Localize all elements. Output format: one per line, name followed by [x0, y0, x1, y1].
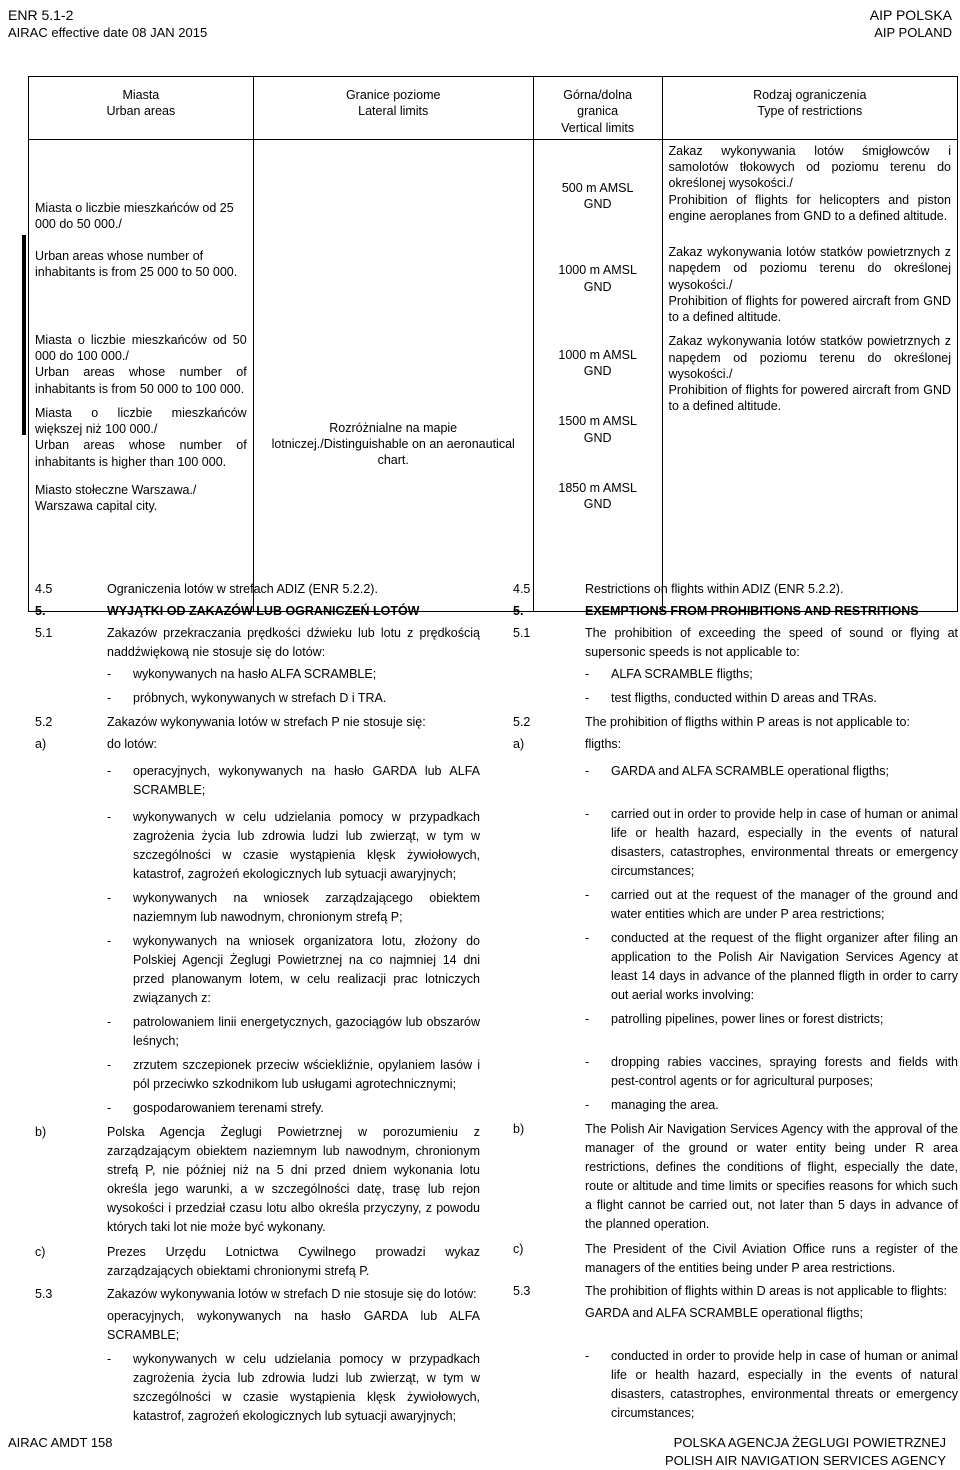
item-a — [513, 735, 958, 754]
urban-row-3-pl: Miasta o liczbie mieszkańców większej niż 100 000./ — [35, 405, 247, 436]
vertical-lower-3: GND — [583, 364, 612, 378]
list-item: - zrzutem szczepionek przeciw wściekliźnie, opylaniem lasów i pól przeciwko szkodnikom lub usługami agrotechnicznymi; — [107, 1058, 480, 1091]
urban-row-2-pl: Miasta o liczbie mieszkańców od 50 000 do 100 000./ — [35, 332, 247, 363]
change-bar — [22, 235, 26, 435]
page-footer-right — [665, 1434, 946, 1470]
restriction-1-en: Prohibition of flights for helicopters and piston engine aeroplanes from GND to a defined altitude. — [668, 192, 951, 223]
section-text: The prohibition of flights within D areas is not applicable to flights: — [585, 1284, 947, 1298]
list-item-text: ALFA SCRAMBLE fligths; — [611, 667, 753, 681]
section-number: 5.2 — [513, 715, 531, 729]
vertical-upper-4: 1500 m AMSL — [558, 414, 637, 429]
list-item: - ALFA SCRAMBLE fligths; — [585, 667, 753, 681]
item-b — [35, 1123, 480, 1237]
agency-name-en: POLISH AIR NAVIGATION SERVICES AGENCY — [664, 1453, 946, 1468]
item-c — [513, 1240, 958, 1278]
section-number: 4.5 — [35, 582, 53, 596]
list-item: - wykonywanych w celu udzielania pomocy w przypadkach zagrożenia życia lub zdrowia ludzi lub zwierząt, w tym w szczególności w czasie wystąpienia klęsk żywiołowych, katastrof, zagrożeń ekologicznych lub sytuacji awaryjnych; — [107, 810, 480, 881]
header-text: Granice poziome Lateral limits — [345, 88, 441, 119]
restriction-1-pl: Zakaz wykonywania lotów śmigłowców i samolotów tłokowych od poziomu terenu do określonej wysokości./ — [668, 143, 951, 191]
section-text: Zakazów wykonywania lotów w strefach P nie stosuje się: — [107, 715, 426, 729]
document-title-pl: AIP POLSKA — [869, 7, 952, 23]
vertical-upper-1: 500 m AMSL — [561, 180, 634, 195]
agency-name-pl: POLSKA AGENCJA ŻEGLUGI POWIETRZNEJ — [673, 1435, 946, 1450]
section-5-2 — [513, 713, 958, 732]
list-item-text: conducted in order to provide help in case of human or animal life or health hazard, especially in the events of natural disasters, catastrophes, environmental threats or emergency circumstances; — [611, 1349, 958, 1420]
vertical-lower-1: GND — [583, 197, 612, 211]
list-item: - carried out at the request of the manager of the ground and water entities which are under P area restrictions; — [585, 888, 958, 921]
urban-row-4-pl: Miasto stołeczne Warszawa./ — [35, 482, 197, 497]
list-item-text: wykonywanych w celu udzielania pomocy w przypadkach zagrożenia życia lub zdrowia ludzi lub zwierząt, w tym w szczególności w czasie wystąpienia klęsk żywiołowych, katastrof, zagrożeń ekologicznych lub sytuacji awaryjnych; — [133, 810, 480, 881]
list-item-text: wykonywanych w celu udzielania pomocy w przypadkach zagrożenia życia lub zdrowia ludzi lub zwierząt, w tym w szczególności w czasie wystąpienia klęsk żywiołowych, katastrof, zagrożeń ekologicznych lub sytuacji awaryjnych; — [133, 1352, 480, 1423]
item-c — [35, 1243, 480, 1281]
list-item: - carried out in order to provide help in case of human or animal life or health hazard, especially in the events of natural disasters, catastrophes, environmental threats or emergency circumstances; — [585, 807, 958, 878]
table-row — [29, 139, 958, 611]
header-vertical-limits — [533, 77, 662, 140]
paragraph: operacyjnych, wykonywanych na hasło GARDA lub ALFA SCRAMBLE; — [107, 1309, 480, 1342]
section-text: The prohibition of exceeding the speed of sound or flying at supersonic speeds is not applicable to: — [585, 626, 958, 659]
list-item: - wykonywanych na wniosek organizatora lotu, złożony do Polskiej Agencji Żeglugi Powietrznej na co najmniej 14 dni przed planowanym lotem, w celu realizacji prac lotniczych związanych z: — [107, 934, 480, 1005]
vertical-lower-2: GND — [583, 279, 612, 294]
list-item: - GARDA and ALFA SCRAMBLE operational fligths; — [585, 764, 889, 778]
list-item: - wykonywanych na hasło ALFA SCRAMBLE; — [107, 667, 377, 681]
list-item: - próbnych, wykonywanych w strefach D i TRA. — [107, 691, 387, 705]
vertical-lower-4: GND — [583, 430, 612, 445]
item-b — [513, 1120, 958, 1234]
section-number: 4.5 — [513, 582, 531, 596]
item-text: The President of the Civil Aviation Office runs a register of the managers of the entities being under P area restrictions. — [585, 1242, 958, 1275]
header-lateral-limits — [253, 77, 533, 140]
section-text: Zakazów wykonywania lotów w strefach D nie stosuje się do lotów: — [107, 1287, 477, 1301]
document-title-en: AIP POLAND — [874, 25, 952, 40]
item-text: fligths: — [585, 737, 622, 751]
item-letter: a) — [35, 737, 47, 751]
section-4-5 — [513, 580, 958, 599]
page-footer-left — [8, 1434, 113, 1452]
list-item-text: patrolowaniem linii energetycznych, gazociągów lub obszarów leśnych; — [133, 1015, 480, 1048]
list-item: - test fligths, conducted within D areas and TRAs. — [585, 691, 877, 705]
section-4-5 — [35, 580, 480, 599]
list-item-text: dropping rabies vaccines, spraying forests and fields with pest-control agents or for agricultural purposes; — [611, 1055, 958, 1088]
effective-date: AIRAC effective date 08 JAN 2015 — [8, 25, 208, 40]
section-text: Restrictions on flights within ADIZ (ENR 5.2.2). — [585, 582, 844, 596]
urban-row-4-en: Warszawa capital city. — [35, 499, 158, 513]
section-5-2 — [35, 713, 480, 732]
item-text: do lotów: — [107, 737, 158, 751]
list-item-text: carried out in order to provide help in case of human or animal life or health hazard, especially in the events of natural disasters, catastrophes, environmental threats or emergency circumstances; — [611, 807, 958, 878]
lateral-limits-text: Rozróżnialne na mapie lotniczej./Distinguishable on an aeronautical chart. — [271, 420, 515, 468]
section-text: Zakazów przekraczania prędkości dźwieku lub lotu z prędkością naddźwiękową nie stosuje się do lotów: — [107, 626, 480, 659]
restriction-2-en: Prohibition of flights for powered aircraft from GND to a defined altitude. — [668, 293, 951, 324]
polish-column — [35, 580, 480, 1431]
list-item: - wykonywanych na wniosek zarządzającego obiektem naziemnym lub nawodnym, chronionym strefą P; — [107, 891, 480, 924]
item-text: The Polish Air Navigation Services Agency with the approval of the manager of the ground or water entity being under R area restrictions, defines the conditions of flight, especially the date, route or altitude and time limits or specifies reasons for which such a flight cannot be carried out, not later than 5 days in advance of the planned operation. — [585, 1122, 958, 1231]
section-5-heading — [35, 602, 480, 621]
section-heading: EXEMPTIONS FROM PROHIBITIONS AND RESTRITIONS — [585, 604, 919, 618]
list-item: - managing the area. — [585, 1098, 719, 1112]
restriction-3-pl: Zakaz wykonywania lotów statków powietrznych z napędem od poziomu terenu do określonej wysokości./ — [668, 334, 951, 381]
item-letter: c) — [35, 1245, 46, 1259]
section-5-heading — [513, 602, 958, 621]
english-column — [513, 580, 958, 1428]
section-5-1 — [513, 624, 958, 662]
page-header-right — [870, 6, 952, 42]
list-item-text: GARDA and ALFA SCRAMBLE operational fligths; — [611, 764, 889, 778]
restriction-2-pl: Zakaz wykonywania lotów statków powietrznych z napędem od poziomu terenu do określonej wysokości./ — [668, 245, 951, 292]
item-letter: c) — [513, 1242, 524, 1256]
restriction-3-en: Prohibition of flights for powered aircraft from GND to a defined altitude. — [668, 383, 951, 414]
list-item-text: patrolling pipelines, power lines or forest districts; — [611, 1012, 884, 1026]
section-text: The prohibition of fligths within P areas is not applicable to: — [585, 715, 910, 729]
vertical-cell — [533, 139, 662, 611]
urban-row-2-en: Urban areas whose number of inhabitants is from 50 000 to 100 000. — [35, 365, 247, 396]
table-header-row — [29, 77, 958, 140]
list-item: - gospodarowaniem terenami strefy. — [107, 1101, 324, 1115]
paragraph: GARDA and ALFA SCRAMBLE operational fligths; — [585, 1306, 863, 1320]
section-number: 5. — [35, 604, 46, 618]
item-letter: b) — [513, 1122, 525, 1136]
list-item: - patrolowaniem linii energetycznych, gazociągów lub obszarów leśnych; — [107, 1015, 480, 1048]
header-restriction-type — [662, 77, 957, 140]
list-item-text: carried out at the request of the manager of the ground and water entities which are under P area restrictions; — [611, 888, 958, 921]
list-item-text: operacyjnych, wykonywanych na hasło GARDA lub ALFA SCRAMBLE; — [133, 764, 480, 797]
header-urban-areas — [29, 77, 254, 140]
vertical-upper-3: 1000 m AMSL — [558, 347, 637, 362]
list-item: - conducted in order to provide help in case of human or animal life or health hazard, especially in the events of natural disasters, catastrophes, environmental threats or emergency circumstances; — [585, 1349, 958, 1420]
list-item-text: wykonywanych na wniosek zarządzającego obiektem naziemnym lub nawodnym, chronionym strefą P; — [133, 891, 480, 924]
section-5-3 — [513, 1282, 958, 1301]
item-text: Prezes Urzędu Lotnictwa Cywilnego prowadzi wykaz zarządzających obiektami chronionymi strefą P. — [107, 1245, 480, 1278]
list-item: - wykonywanych w celu udzielania pomocy w przypadkach zagrożenia życia lub zdrowia ludzi lub zwierząt, w tym w szczególności w czasie wystąpienia klęsk żywiołowych, katastrof, zagrożeń ekologicznych lub sytuacji awaryjnych; — [107, 1352, 480, 1423]
list-item-text: gospodarowaniem terenami strefy. — [133, 1101, 324, 1115]
section-5-3 — [35, 1285, 480, 1304]
vertical-upper-2: 1000 m AMSL — [558, 263, 637, 278]
urban-row-1-en: Urban areas whose number of inhabitants is from 25 000 to 50 000. — [35, 248, 238, 279]
section-number: 5.1 — [513, 626, 531, 640]
list-item-text: zrzutem szczepionek przeciw wściekliźnie, opylaniem lasów i pól przeciwko szkodnikom lub usługami agrotechnicznymi; — [133, 1058, 480, 1091]
document-code: ENR 5.1-2 — [8, 7, 74, 23]
vertical-lower-5: GND — [583, 497, 612, 511]
item-text: Polska Agencja Żeglugi Powietrznej w porozumieniu z zarządzającym obiektem naziemnym lub nawodnym, chronionym strefą P, nie później niż na 5 dni przed dniem wykonania lotu określa jego warunki, a w szczególności datę, trasę lub rejon wysokości i przedział czasu lotu albo określa przyczyny, z powodu których taki lot nie może być wykonany. — [107, 1125, 480, 1234]
list-item-text: conducted at the request of the flight organizer after filing an application to the Polish Air Navigation Services Agency at least 14 days in advance of the planned fligth in order to carry out aerial works involving: — [611, 931, 958, 1002]
item-letter: a) — [513, 737, 525, 751]
list-item: - dropping rabies vaccines, spraying forests and fields with pest-control agents or for agricultural purposes; — [585, 1055, 958, 1088]
header-text: Górna/dolna granica Vertical limits — [561, 88, 635, 135]
page-header-left — [8, 6, 207, 42]
section-number: 5.1 — [35, 626, 53, 640]
urban-cell — [29, 139, 254, 611]
restriction-cell — [662, 139, 957, 611]
vertical-upper-5: 1850 m AMSL — [558, 480, 637, 495]
section-number: 5.3 — [35, 1287, 53, 1301]
urban-row-3-en: Urban areas whose number of inhabitants is higher than 100 000. — [35, 438, 247, 469]
list-item-text: managing the area. — [611, 1098, 719, 1112]
section-text: Ograniczenia lotów w strefach ADIZ (ENR 5.2.2). — [107, 582, 378, 596]
amendment-number: AIRAC AMDT 158 — [8, 1435, 113, 1450]
section-5-1 — [35, 624, 480, 662]
list-item: - operacyjnych, wykonywanych na hasło GARDA lub ALFA SCRAMBLE; — [107, 764, 480, 797]
list-item: - conducted at the request of the flight organizer after filing an application to the Polish Air Navigation Services Agency at least 14 days in advance of the planned fligth in order to carry out aerial works involving: — [585, 931, 958, 1002]
item-a — [35, 735, 480, 754]
lateral-cell — [253, 139, 533, 611]
section-number: 5.2 — [35, 715, 53, 729]
list-item-text: wykonywanych na wniosek organizatora lotu, złożony do Polskiej Agencji Żeglugi Powietrznej na co najmniej 14 dni przed planowanym lotem, w celu realizacji prac lotniczych związanych z: — [133, 934, 480, 1005]
list-item: - patrolling pipelines, power lines or forest districts; — [585, 1012, 884, 1026]
urban-row-1-pl: Miasta o liczbie mieszkańców od 25 000 do 50 000./ — [35, 200, 234, 231]
list-item-text: wykonywanych na hasło ALFA SCRAMBLE; — [133, 667, 377, 681]
list-item-text: test fligths, conducted within D areas and TRAs. — [611, 691, 877, 705]
item-letter: b) — [35, 1125, 47, 1139]
list-item-text: próbnych, wykonywanych w strefach D i TRA. — [133, 691, 387, 705]
header-text: Rodzaj ograniczenia Type of restrictions — [753, 88, 867, 119]
section-heading: WYJĄTKI OD ZAKAZÓW LUB OGRANICZEŃ LOTÓW — [107, 604, 420, 618]
section-number: 5.3 — [513, 1284, 531, 1298]
header-text: Miasta Urban areas — [106, 88, 176, 119]
section-number: 5. — [513, 604, 524, 618]
restrictions-table — [28, 76, 958, 612]
